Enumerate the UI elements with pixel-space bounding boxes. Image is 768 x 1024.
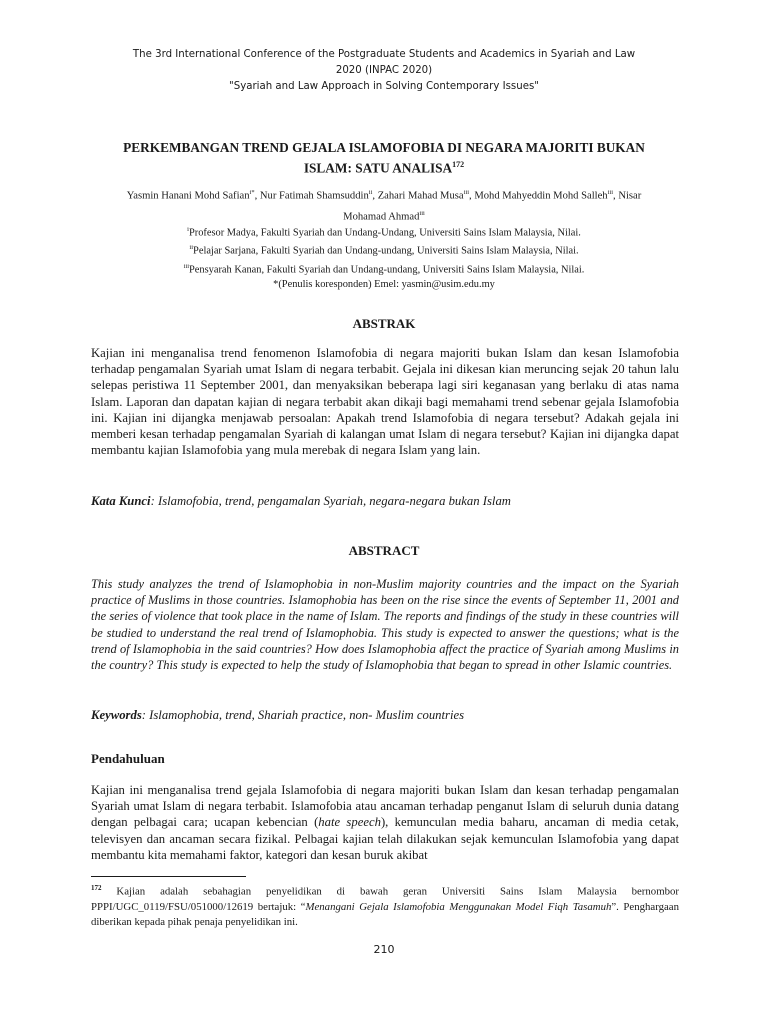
abstract-body: This study analyzes the trend of Islamophobia in non-Muslim majority countries and the impact on the Syariah practice of Muslims in those countries. Islamophobia has been on the rise since the events of September 11, 2001 and the series of violence that took place in the name of Islam. The reports and findings of the study in these countries will be studied to understand the real trend of Islamophobia. This study is expected to answer the questions; what is the trend of Islamophobia in the said countries? How does Islamophobia affect the practice of Syariah among Muslims in the country? This study is expected to help the study of Islamophobia that began to spread in other Islamic countries. xyxy=(91,577,679,673)
affiliation-sup: iii xyxy=(183,262,190,270)
abstrak-body: Kajian ini menganalisa trend fenomenon Islamofobia di negara majoriti bukan Islam dan kesan Islamofobia terhadap pengamalan Syariah umat Islam di negara terbabit. Gejala ini dikesan kian meruncing sejak 20 tahun lalu selepas peristiwa 11 September 2001, dan menyaksikan beberapa lagi siri keganasan yang berlaku di atas nama Islam. Laporan dan dapatan kajian di negara terbabit akan dikaji bagi memahami trend sebenar gejala Islamofobia ini. Kajian ini dijangka menjawab persoalan: Apakah trend Islamofobia di negara tersebut? Adakah gejala ini memberi kesan terhadap pengamalan Syariah di kalangan umat Islam di negara tersebut? Kajian ini dijangka dapat membantu kajian Islamofobia yang mula merebak di negara Islam yang lain. xyxy=(91,346,679,458)
affiliation-text: Profesor Madya, Fakulti Syariah dan Undang-Undang, Universiti Sains Islam Malaysia, Nilai. xyxy=(188,227,581,239)
keywords-text: : Islamofobia, trend, pengamalan Syariah, negara-negara bukan Islam xyxy=(150,494,511,508)
paper-title xyxy=(95,139,673,176)
footnote-text: ”. Penghargaan diberikan kepada pihak penaja penyelidikan ini. xyxy=(91,900,679,928)
author-sup: ii xyxy=(368,189,373,196)
conference-line-3: "Syariah and Law Approach in Solving Contemporary Issues" xyxy=(229,81,539,92)
affiliation-sup: ii xyxy=(189,244,194,252)
title-footnote-mark: 172 xyxy=(452,160,465,169)
author-sup: iii xyxy=(463,189,470,196)
author-name: , Mohd Mahyeddin Mohd Salleh xyxy=(469,190,608,202)
abstract-keywords xyxy=(91,708,679,723)
abstract-heading: ABSTRACT xyxy=(348,543,420,558)
abstrak-heading: ABSTRAK xyxy=(352,316,416,331)
author-sup: iii xyxy=(607,189,614,196)
title-line-2-text: ISLAM: SATU ANALISA xyxy=(303,160,453,176)
conference-line-1: The 3rd International Conference of the Postgraduate Students and Academics in Syariah and Law xyxy=(132,49,636,60)
author-line-2 xyxy=(90,205,678,226)
pendahuluan-body xyxy=(91,782,679,863)
affiliation-item xyxy=(120,260,648,278)
affiliation-list xyxy=(120,223,648,293)
author-line-1 xyxy=(90,184,678,205)
body-italic-term: hate speech xyxy=(318,815,381,830)
affiliation-text: Pensyarah Kanan, Fakulti Syariah dan Undang-undang, Universiti Sains Islam Malaysia, Nilai. xyxy=(189,264,585,275)
footnote xyxy=(91,881,679,930)
author-name: , Zahari Mahad Musa xyxy=(372,190,464,202)
affiliation-text: Pelajar Sarjana, Fakulti Syariah dan Undang-undang, Universiti Sains Islam Malaysia, Nilai. xyxy=(193,245,579,257)
author-name: , Nur Fatimah Shamsuddin xyxy=(254,190,369,202)
body-text: Kajian ini menganalisa trend gejala Islamofobia di negara majoriti bukan Islam dan kesan terhadap pengamalan Syariah umat Islam di negara terbabit. Islamofobia atau ancaman terhadap penganut Islam di seluruh dunia datang dengan pelbagai cara; ucapan kebencian ( xyxy=(91,783,679,830)
page-number: 210 xyxy=(373,943,395,956)
section-heading-pendahuluan: Pendahuluan xyxy=(91,751,165,766)
conference-header xyxy=(60,47,708,95)
author-name: , Nisar xyxy=(613,190,642,202)
keywords-text: : Islamophobia, trend, Shariah practice, non- Muslim countries xyxy=(141,708,465,722)
author-name: Mohamad Ahmad xyxy=(343,211,420,223)
author-name: Yasmin Hanani Mohd Safian xyxy=(126,190,250,202)
footnote-divider xyxy=(91,876,246,877)
affiliation-item xyxy=(120,223,648,241)
affiliation-text: *(Penulis koresponden) Emel: yasmin@usim.edu.my xyxy=(273,278,495,290)
title-line-2 xyxy=(95,156,673,176)
affiliation-item xyxy=(120,278,648,293)
affiliation-item xyxy=(120,241,648,259)
keywords-label: Keywords xyxy=(91,708,142,722)
title-line-1: PERKEMBANGAN TREND GEJALA ISLAMOFOBIA DI NEGARA MAJORITI BUKAN xyxy=(123,140,645,155)
body-text: ), kemunculan media baharu, ancaman di media cetak, televisyen dan ancaman secara fizikal. Pelbagai kajian telah dilakukan sejak kemunculan Islamofobia yang dapat membantu kita memahami faktor, kategori dan kesan buruk akibat xyxy=(91,815,679,862)
conference-line-2: 2020 (INPAC 2020) xyxy=(335,65,433,76)
footnote-italic-title: Menangani Gejala Islamofobia Menggunakan Model Fiqh Tasamuh xyxy=(305,900,612,913)
affiliation-sup: i xyxy=(187,226,189,233)
abstrak-keywords xyxy=(91,494,679,509)
footnote-mark: 172 xyxy=(91,884,102,892)
footnote-text: Kajian adalah sebahagian penyelidikan di bawah geran Universiti Sains Islam Malaysia bernombor PPPI/UGC_0119/FSU/051000/12619 bertajuk: “ xyxy=(91,885,679,913)
author-sup: iii xyxy=(419,209,425,217)
author-sup: i* xyxy=(249,189,255,196)
keywords-label: Kata Kunci xyxy=(91,494,151,508)
author-list xyxy=(90,184,678,225)
